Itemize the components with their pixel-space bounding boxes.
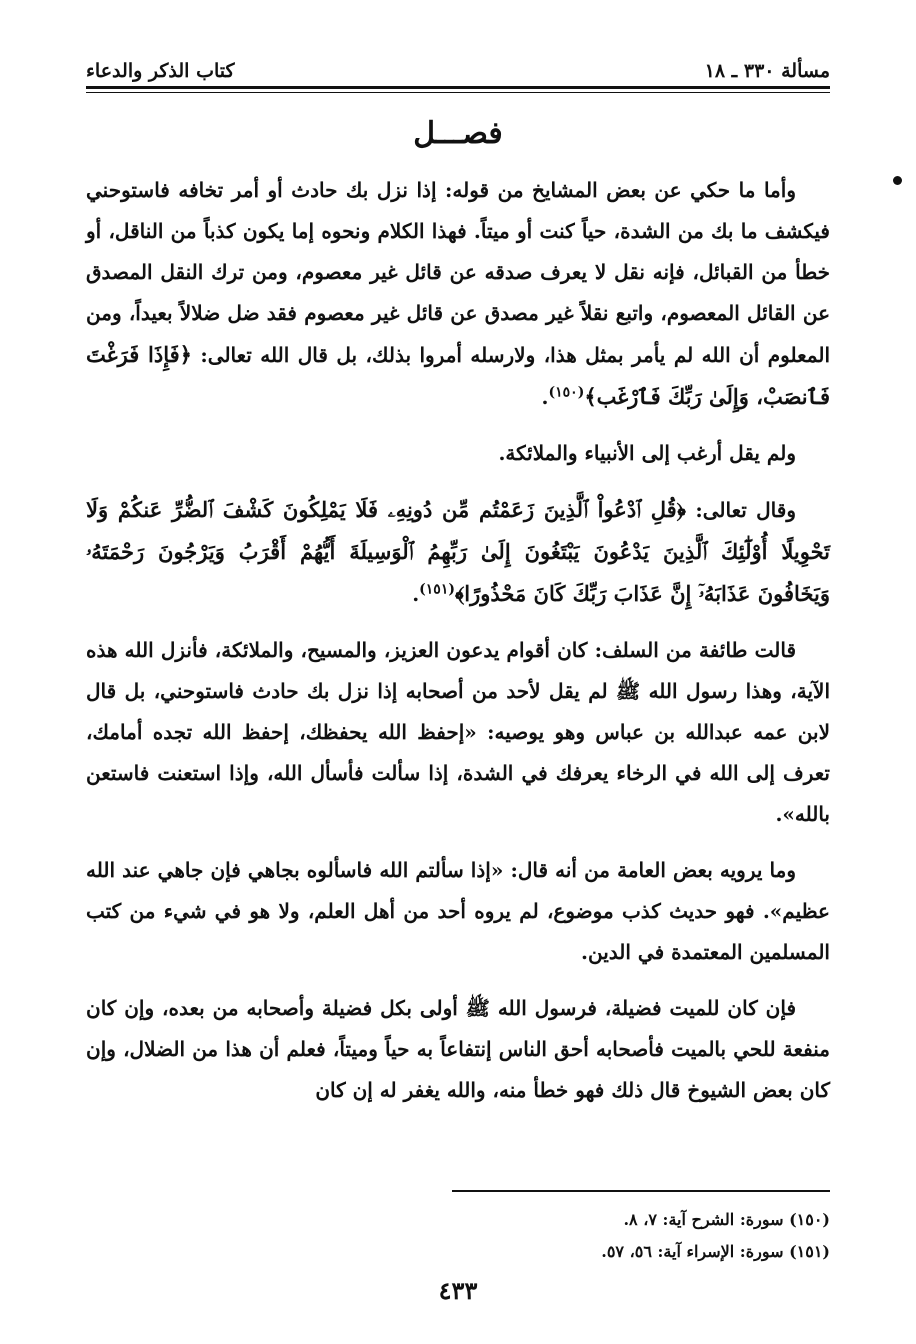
paragraph-3: وقال تعالى: ﴿قُلِ ٱدْعُواْ ٱلَّذِينَ زَعَمْتُم مِّن دُونِهِۦ فَلَا يَمْلِكُونَ كَشْفَ ٱلضُّرِّ عَنكُمْ وَلَا تَحْوِيلًا أُوْلَٰٓئِكَ ٱلَّذِينَ يَدْعُونَ يَبْتَغُونَ إِلَىٰ رَبِّهِمُ ٱلْوَسِيلَةَ أَيُّهُمْ أَقْرَبُ وَيَرْجُونَ رَحْمَتَهُۥ وَيَخَافُونَ عَذَابَهُۥٓ إِنَّ عَذَابَ رَبِّكَ كَانَ مَحْذُورًا﴾$^{(١٥١)}$. [86, 497, 830, 606]
footnote-ref[interactable]: (١٥١) [419, 581, 455, 598]
header-book-title: كتاب الذكر والدعاء [86, 60, 235, 82]
running-header [86, 52, 830, 82]
page-number: ٤٣٣ [438, 1276, 478, 1305]
paragraph-2: ولم يقل أرغب إلى الأنبياء والملائكة. [498, 441, 796, 465]
quran-verse: ﴿فَإِذَا فَرَغْتَ فَٱنصَبْ، وَإِلَىٰ رَبِّكَ فَٱرْغَب﴾ [86, 342, 830, 409]
footnote-151: (١٥١) سورة: الإسراء آية: ٥٦، ٥٧. [601, 1242, 830, 1261]
header-rule-thick [86, 86, 830, 89]
margin-bullet-icon [893, 176, 902, 185]
footnote-ref[interactable]: (١٥٠) [548, 384, 585, 401]
paragraph-6: فإن كان للميت فضيلة، فرسول الله ﷺ أولى بكل فضيلة وأصحابه من بعده، وإن كان منفعة للحي بالميت فأصحابه أحق الناس إنتفاعاً به حياً وميتاً، فعلم أن هذا من الضلال، وإن كان بعض الشيوخ قال ذلك فهو خطأ منه، والله يغفر له إن كان [86, 996, 830, 1102]
paragraph-5: وما يرويه بعض العامة من أنه قال: «إذا سألتم الله فاسألوه بجاهي فإن جاهي عند الله عظيم». فهو حديث كذب موضوع، لم يروه أحد من أهل العلم، ولا هو في شيء من كتب المسلمين المعتمدة في الدين. [86, 858, 830, 964]
main-text [86, 170, 830, 1126]
quran-verse: ﴿قُلِ ٱدْعُواْ ٱلَّذِينَ زَعَمْتُم مِّن دُونِهِۦ فَلَا يَمْلِكُونَ كَشْفَ ٱلضُّرِّ عَنكُمْ وَلَا تَحْوِيلًا أُوْلَٰٓئِكَ ٱلَّذِينَ يَدْعُونَ يَبْتَغُونَ إِلَىٰ رَبِّهِمُ ٱلْوَسِيلَةَ أَيُّهُمْ أَقْرَبُ وَيَرْجُونَ رَحْمَتَهُۥ وَيَخَافُونَ عَذَابَهُۥٓ إِنَّ عَذَابَ رَبِّكَ كَانَ مَحْذُورًا﴾ [86, 497, 830, 606]
footnote-separator [452, 1190, 830, 1192]
footnote-150: (١٥٠) سورة: الشرح آية: ٧، ٨. [623, 1210, 830, 1229]
section-title: فصـــل [413, 116, 503, 151]
footnotes [86, 1204, 830, 1268]
header-rule-thin [86, 92, 830, 93]
paragraph-4: قالت طائفة من السلف: كان أقوام يدعون العزيز، والمسيح، والملائكة، فأنزل الله هذه الآية، وهذا رسول الله ﷺ لم يقل لأحد من أصحابه إذا نزل بك حادث فاستوحني، بل قال لابن عمه عبدالله بن عباس وهو يوصيه: «إحفظ الله يحفظك، إحفظ الله تجده أمامك، تعرف إلى الله في الرخاء يعرفك في الشدة، إذا سألت فأسأل الله، وإذا استعنت فاستعن بالله». [86, 638, 830, 826]
header-issue-number: مسألة ٣٣٠ ـ ١٨ [704, 60, 830, 82]
paragraph-1: وأما ما حكي عن بعض المشايخ من قوله: إذا نزل بك حادث أو أمر تخافه فاستوحني فيكشف ما بك من الشدة، حياً كنت أو ميتاً. فهذا الكلام ونحوه إما يكون كذباً من الناقل، أو خطأ من القبائل، فإنه نقل لا يعرف صدقه عن قائل غير معصوم، ومن ترك النقل المصدق عن القائل المعصوم، واتبع نقلاً غير مصدق عن قائل غير معصوم فقد ضل ضلالاً بعيداً، ومن المعلوم أن الله لم يأمر بمثل هذا، ولارسله أمروا بذلك، بل قال الله تعالى: ﴿فَإِذَا فَرَغْتَ فَٱنصَبْ، وَإِلَىٰ رَبِّكَ فَٱرْغَب﴾$^{(١٥٠)}$. [86, 178, 830, 409]
